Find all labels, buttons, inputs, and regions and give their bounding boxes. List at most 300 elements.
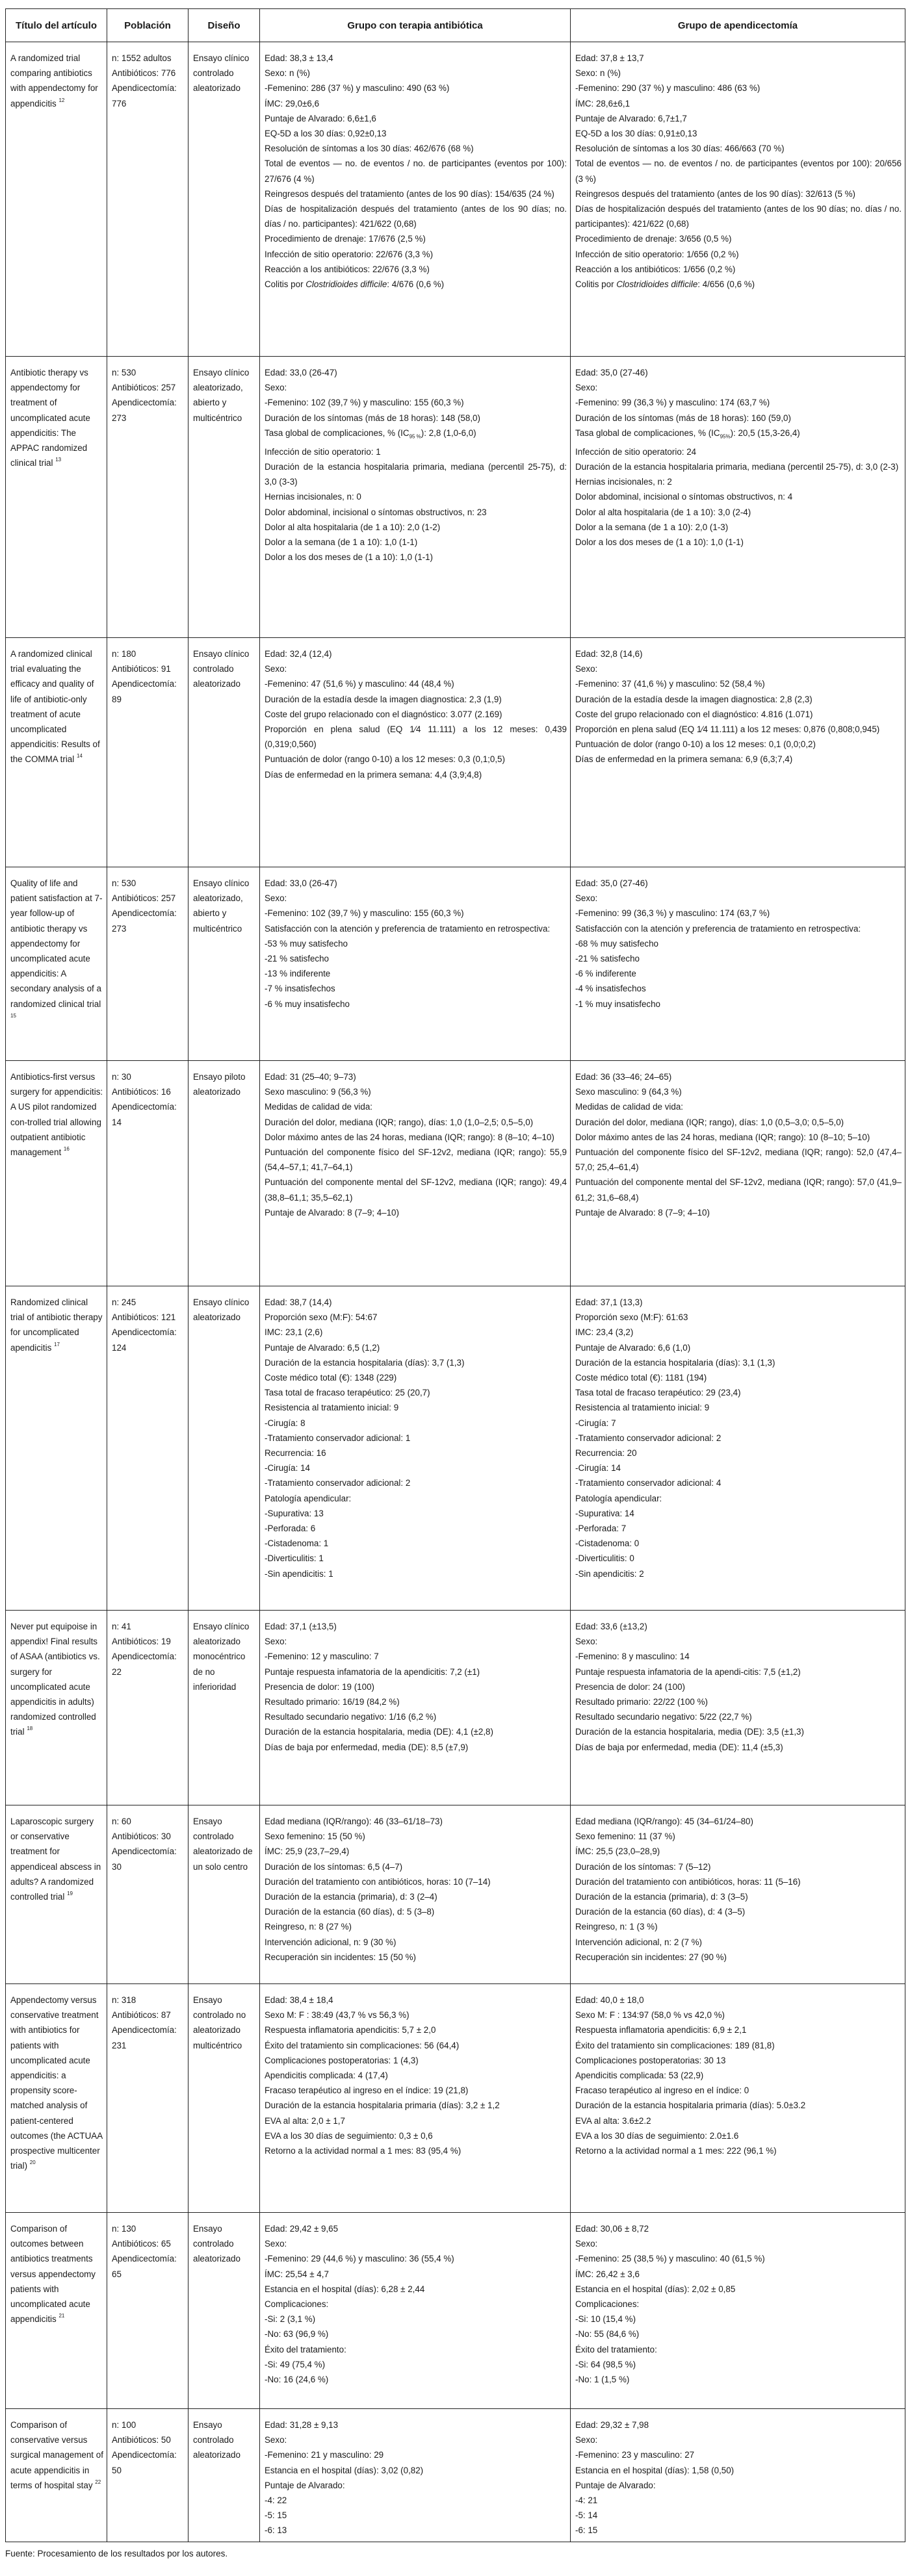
population-cell [107, 1061, 188, 1286]
header-appendectomy-group: Grupo de apendicectomía [571, 9, 905, 42]
appendectomy-result-line: Edad: 37,8 ± 13,7 [575, 53, 644, 63]
article-title: Randomized clinical trial of antibiotic therapy for uncomplicated apendicitis [10, 1297, 103, 1353]
antibiotic-result-line: Edad: 33,0 (26-47) [265, 878, 337, 888]
appendectomy-result-line: Duración de la estancia hospitalaria (días): 3,1 (1,3) [575, 1357, 775, 1368]
appendectomy-result-line: Duración de la estancia (primaria), d: 3 (3–5) [575, 1892, 748, 1902]
article-title: Antibiotics-first versus surgery for appendicitis: A US pilot randomized con-trolled trial allowing outpatient antibiotic management [10, 1072, 103, 1158]
population-line: Antibióticos: 16 [112, 1087, 171, 1097]
appendectomy-result-line: -Cistadenoma: 0 [575, 1538, 640, 1549]
appendectomy-result-line: Sexo: [575, 2239, 598, 2249]
article-title: Appendectomy versus conservative treatment with antibiotics for patients with uncomplicated acute appendicitis: a propensity score-matched analysis of patient-centered outcomes (the ACTUAA prospective multicenter trial) [10, 1995, 103, 2171]
appendectomy-result-line: Edad: 32,8 (14,6) [575, 649, 643, 659]
appendectomy-result-line: Tasa total de fracaso terapéutico: 29 (23,4) [575, 1388, 741, 1398]
antibiotic-result-line: Intervención adicional, n: 9 (30 %) [265, 1937, 396, 1947]
appendectomy-result-line: EVA al alta: 3.6±2.2 [575, 2115, 651, 2126]
antibiotic-result-line: Edad: 32,4 (12,4) [265, 649, 332, 659]
population-line: Apendicectomía: 22 [112, 1651, 177, 1677]
appendectomy-result-line: Puntaje de Alvarado: [575, 2480, 656, 2490]
appendectomy-result-line: Dolor abdominal, incisional o síntomas obstructivos, n: 4 [575, 492, 793, 502]
population-line: Antibióticos: 87 [112, 2010, 171, 2021]
appendectomy-result-line: -Perforada: 7 [575, 1524, 627, 1534]
antibiotic-result-line: Edad: 38,4 ± 18,4 [265, 1995, 333, 2005]
appendectomy-result-line: Sexo: [575, 383, 598, 393]
article-title-cell [6, 1805, 107, 1984]
antibiotic-result-line: -Tratamiento conservador adicional: 2 [265, 1478, 411, 1488]
population-cell [107, 638, 188, 867]
antibiotic-result-line: Reingreso, n: 8 (27 %) [265, 1922, 352, 1932]
antibiotic-result-line: Resultado primario: 16/19 (84,2 %) [265, 1697, 400, 1707]
population-line: Apendicectomía: 231 [112, 2025, 177, 2050]
antibiotic-result-line: -Femenino: 47 (51,6 %) y masculino: 44 (48,4 %) [265, 679, 454, 689]
antibiotic-result-line: Días de baja por enfermedad, media (DE): 8,5 (±7,9) [265, 1742, 469, 1752]
antibiotic-result-line: Duración del dolor, mediana (IQR; rango), días: 1,0 (1,0–2,5; 0,5–5,0) [265, 1117, 534, 1127]
population-line: Antibióticos: 50 [112, 2435, 171, 2445]
antibiotic-result-line: Puntuación del componente mental del SF-12v2, mediana (IQR; rango): 49,4 (38,8–61,1; 35,5–62,1) [265, 1177, 567, 1203]
appendectomy-result-line: Dolor a la semana (de 1 a 10): 2,0 (1-3) [575, 522, 729, 532]
reference-number: 20 [29, 2160, 36, 2166]
appendectomy-result-line: Edad: 40,0 ± 18,0 [575, 1995, 644, 2005]
antibiotic-result-line: -Cistadenoma: 1 [265, 1538, 329, 1549]
antibiotic-result-line: Complicaciones: [265, 2299, 329, 2310]
reference-number: 21 [58, 2313, 65, 2319]
population-line: n: 245 [112, 1297, 136, 1307]
appendectomy-result-line: -No: 55 (84,6 %) [575, 2329, 640, 2340]
population-line: Antibióticos: 776 [112, 68, 176, 79]
antibiotic-result-line: Reacción a los antibióticos: 22/676 (3,3 %) [265, 264, 430, 274]
antibiotic-group-cell [260, 2409, 571, 2542]
antibiotic-result-line: Duración de la estancia hospitalaria (días): 3,7 (1,3) [265, 1357, 465, 1368]
appendectomy-result-line: Puntuación de dolor (rango 0-10) a los 12 meses: 0,1 (0,0;0,2) [575, 739, 816, 750]
antibiotic-result-line: Infección de sitio operatorio: 22/676 (3,3 %) [265, 249, 434, 259]
design-text: Ensayo controlado aleatorizado [193, 2224, 240, 2264]
appendectomy-result-line: Retorno a la actividad normal a 1 mes: 222 (96,1 %) [575, 2146, 777, 2156]
appendectomy-result-line: Duración de la estancia hospitalaria, media (DE): 3,5 (±1,3) [575, 1727, 804, 1737]
appendectomy-group-cell [571, 42, 905, 357]
population-cell [107, 2213, 188, 2409]
table-row [6, 2213, 905, 2409]
design-cell [188, 2409, 260, 2542]
antibiotic-result-line: Edad mediana (IQR/rango): 46 (33–61/18–73) [265, 1817, 443, 1826]
antibiotic-group-cell [260, 2213, 571, 2409]
appendectomy-result-line: ÍMC: 26,42 ± 3,6 [575, 2269, 640, 2279]
appendectomy-result-line: Puntaje de Alvarado: 8 (7–9; 4–10) [575, 1207, 710, 1218]
antibiotic-result-line: Sexo M: F : 38:49 (43,7 % vs 56,3 %) [265, 2010, 410, 2021]
antibiotic-result-line: ÍMC: 25,9 (23,7–29,4) [265, 1846, 350, 1857]
appendectomy-result-line: Resolución de síntomas a los 30 días: 466/663 (70 %) [575, 144, 785, 154]
population-line: Apendicectomía: 273 [112, 398, 177, 423]
antibiotic-result-line: Infección de sitio operatorio: 1 [265, 446, 381, 457]
appendectomy-result-line: Días de hospitalización después del tratamiento (antes de los 90 días; no. días / no. participantes): 421/622 (0,68) [575, 204, 902, 229]
antibiotic-result-line: Proporción en plena salud (EQ 1⁄4 11.111) a los 12 meses: 0,439 (0,319;0,560) [265, 724, 567, 750]
appendectomy-result-line: Reacción a los antibióticos: 1/656 (0,2 %) [575, 264, 736, 274]
antibiotic-result-line: -53 % muy satisfecho [265, 938, 348, 949]
antibiotic-result-line: Éxito del tratamiento sin complicaciones: 56 (64,4) [265, 2040, 460, 2050]
appendectomy-result-line: Días de enfermedad en la primera semana: 6,9 (6,3;7,4) [575, 754, 793, 765]
appendectomy-result-line: Edad: 35,0 (27-46) [575, 878, 648, 888]
antibiotic-result-line: Sexo: [265, 664, 287, 674]
antibiotic-result-line: Apendicitis complicada: 4 (17,4) [265, 2071, 388, 2081]
population-line: Apendicectomía: 30 [112, 1846, 177, 1872]
antibiotic-group-cell [260, 1061, 571, 1286]
population-line: Apendicectomía: 776 [112, 83, 177, 108]
antibiotic-result-line: Complicaciones postoperatorias: 1 (4,3) [265, 2055, 419, 2065]
appendectomy-result-line: Sexo: [575, 2435, 598, 2445]
antibiotic-result-line: -Si: 2 (3,1 %) [265, 2314, 316, 2325]
antibiotic-result-line: Retorno a la actividad normal a 1 mes: 83 (95,4 %) [265, 2146, 462, 2156]
appendectomy-result-line: Edad: 33,6 (±13,2) [575, 1622, 647, 1631]
design-text: Ensayo clínico aleatorizado [193, 1297, 250, 1323]
appendectomy-result-line: Colitis por Clostridioides difficile: 4/656 (0,6 %) [575, 279, 755, 290]
appendectomy-result-line: Proporción en plena salud (EQ 1⁄4 11.111) a los 12 meses: 0,876 (0,808;0,945) [575, 724, 880, 735]
appendectomy-result-line: Satisfacción con la atención y preferencia de tratamiento en retrospectiva: [575, 923, 861, 934]
antibiotic-result-line: Duración de los síntomas: 6,5 (4–7) [265, 1861, 403, 1872]
design-text: Ensayo controlado aleatorizado [193, 2420, 240, 2460]
design-cell [188, 1984, 260, 2213]
antibiotic-result-line: Sexo: [265, 2435, 287, 2445]
antibiotic-result-line: Medidas de calidad de vida: [265, 1102, 373, 1112]
appendectomy-result-line: Coste médico total (€): 1181 (194) [575, 1373, 707, 1383]
population-line: Antibióticos: 19 [112, 1637, 171, 1647]
design-cell [188, 1286, 260, 1611]
header-title: Título del artículo [6, 9, 107, 42]
appendectomy-result-line: Hernias incisionales, n: 2 [575, 477, 672, 487]
article-title-cell [6, 867, 107, 1061]
design-text: Ensayo clínico controlado aleatorizado [193, 53, 250, 94]
antibiotic-result-line: ÍMC: 29,0±6,6 [265, 98, 320, 108]
article-title: Antibiotic therapy vs appendectomy for treatment of uncomplicated acute appendicitis: The APPAC randomized clinical trial [10, 368, 90, 468]
antibiotic-group-cell [260, 638, 571, 867]
antibiotic-result-line: -Femenino: 21 y masculino: 29 [265, 2450, 384, 2460]
population-line: Apendicectomía: 273 [112, 908, 177, 934]
appendectomy-result-line: Dolor máximo antes de las 24 horas, mediana (IQR; rango): 10 (8–10; 5–10) [575, 1132, 870, 1142]
appendectomy-result-line: Estancia en el hospital (días): 2,02 ± 0,85 [575, 2284, 736, 2294]
antibiotic-result-line: Edad: 37,1 (±13,5) [265, 1622, 337, 1631]
appendectomy-result-line: ÍMC: 28,6±6,1 [575, 98, 630, 108]
antibiotic-result-line: -Supurativa: 13 [265, 1508, 324, 1518]
antibiotic-result-line: Colitis por Clostridioides difficile: 4/676 (0,6 %) [265, 279, 445, 290]
article-title-cell [6, 2213, 107, 2409]
appendectomy-result-line: Complicaciones postoperatorias: 30 13 [575, 2055, 726, 2065]
appendectomy-result-line: Éxito del tratamiento: [575, 2344, 657, 2354]
reference-number: 16 [63, 1146, 70, 1153]
antibiotic-result-line: -13 % indiferente [265, 969, 331, 979]
reference-number: 12 [58, 97, 65, 103]
appendectomy-result-line: Infección de sitio operatorio: 1/656 (0,2 %) [575, 249, 739, 259]
article-title: Comparison of outcomes between antibiotics treatments versus appendectomy patients with uncomplicated acute appendicitis [10, 2224, 96, 2325]
appendectomy-result-line: Puntuación del componente mental del SF-12v2, mediana (IQR; rango): 57,0 (41,9–61,2; 31,6–68,4) [575, 1177, 902, 1203]
antibiotic-result-line: Sexo: n (%) [265, 68, 310, 79]
antibiotic-result-line: Edad: 31,28 ± 9,13 [265, 2420, 339, 2430]
population-cell [107, 1805, 188, 1984]
appendectomy-group-cell [571, 1805, 905, 1984]
antibiotic-group-cell [260, 1286, 571, 1611]
antibiotic-result-line: Estancia en el hospital (días): 6,28 ± 2,44 [265, 2284, 425, 2294]
article-title-cell [6, 1061, 107, 1286]
antibiotic-result-line: Estancia en el hospital (días): 3,02 (0,82) [265, 2465, 424, 2475]
appendectomy-result-line: EQ-5D a los 30 días: 0,91±0,13 [575, 129, 697, 139]
antibiotic-result-line: Puntaje de Alvarado: 6,6±1,6 [265, 113, 376, 123]
population-line: Antibióticos: 65 [112, 2239, 171, 2249]
appendectomy-group-cell [571, 357, 905, 638]
appendectomy-result-line: Resistencia al tratamiento inicial: 9 [575, 1403, 710, 1413]
antibiotic-result-line: Puntaje respuesta infamatoria de la apendicitis: 7,2 (±1) [265, 1666, 480, 1677]
table-row [6, 357, 905, 638]
appendectomy-result-line: EVA a los 30 días de seguimiento: 2.0±1.6 [575, 2130, 739, 2141]
table-row [6, 867, 905, 1061]
appendectomy-result-line: -Femenino: 99 (36,3 %) y masculino: 174 (63,7 %) [575, 908, 770, 919]
population-cell [107, 1984, 188, 2213]
table-header-row [6, 9, 905, 42]
article-title-cell [6, 42, 107, 357]
appendectomy-group-cell [571, 2409, 905, 2542]
appendectomy-result-line: Reingresos después del tratamiento (antes de los 90 días): 32/613 (5 %) [575, 188, 855, 199]
design-cell [188, 1611, 260, 1805]
antibiotic-result-line: Presencia de dolor: 19 (100) [265, 1681, 374, 1692]
antibiotic-result-line: Puntaje de Alvarado: [265, 2480, 345, 2490]
appendectomy-result-line: Reingreso, n: 1 (3 %) [575, 1922, 658, 1932]
table-row [6, 1805, 905, 1984]
antibiotic-result-line: Edad: 31 (25–40; 9–73) [265, 1072, 356, 1082]
reference-number: 19 [67, 1891, 73, 1897]
antibiotic-result-line: Dolor máximo antes de las 24 horas, mediana (IQR; rango): 8 (8–10; 4–10) [265, 1132, 554, 1142]
appendectomy-result-line: Sexo masculino: 9 (64,3 %) [575, 1087, 682, 1097]
antibiotic-result-line: -21 % satisfecho [265, 954, 329, 964]
antibiotic-result-line: -Si: 49 (75,4 %) [265, 2359, 326, 2369]
antibiotic-result-line: Recurrencia: 16 [265, 1448, 326, 1459]
design-cell [188, 638, 260, 867]
appendectomy-result-line: IMC: 23,4 (3,2) [575, 1327, 634, 1338]
reference-number: 14 [76, 753, 83, 759]
antibiotic-result-line: Éxito del tratamiento: [265, 2344, 346, 2354]
design-text: Ensayo controlado aleatorizado de un solo centro [193, 1817, 253, 1872]
appendectomy-result-line: Duración de la estancia hospitalaria primaria (días): 5.0±3.2 [575, 2100, 806, 2111]
antibiotic-result-line: EVA al alta: 2,0 ± 1,7 [265, 2115, 345, 2126]
article-title-cell [6, 2409, 107, 2542]
antibiotic-result-line: -Tratamiento conservador adicional: 1 [265, 1433, 411, 1443]
population-line: Apendicectomía: 50 [112, 2450, 177, 2475]
antibiotic-result-line: Tasa global de complicaciones, % $(IC_{95 \%})$: 2,8 (1,0-6,0) [265, 427, 476, 440]
antibiotic-group-cell [260, 357, 571, 638]
article-title-cell [6, 638, 107, 867]
appendectomy-group-cell [571, 1286, 905, 1611]
appendectomy-result-line: Coste del grupo relacionado con el diagnóstico: 4.816 (1.071) [575, 709, 813, 719]
appendectomy-result-line: Edad: 37,1 (13,3) [575, 1297, 643, 1307]
appendectomy-result-line: -68 % muy satisfecho [575, 938, 659, 949]
population-line: Antibióticos: 257 [112, 383, 176, 393]
antibiotic-result-line: Coste del grupo relacionado con el diagnóstico: 3.077 (2.169) [265, 709, 502, 719]
antibiotic-result-line: Puntaje de Alvarado: 8 (7–9; 4–10) [265, 1207, 399, 1218]
article-title-cell [6, 1286, 107, 1611]
population-cell [107, 1611, 188, 1805]
appendectomy-result-line: ÍMC: 25,5 (23,0–28,9) [575, 1846, 660, 1857]
article-title: A randomized trial comparing antibiotics with appendectomy for appendicitis [10, 53, 98, 108]
table-row [6, 1984, 905, 2213]
antibiotic-result-line: -No: 16 (24,6 %) [265, 2375, 329, 2385]
antibiotic-result-line: Puntaje de Alvarado: 6,5 (1,2) [265, 1342, 380, 1353]
appendectomy-result-line: Duración de la estadía desde la imagen diagnostica: 2,8 (2,3) [575, 694, 812, 704]
antibiotic-result-line: Coste médico total (€): 1348 (229) [265, 1373, 397, 1383]
population-cell [107, 1286, 188, 1611]
appendectomy-result-line: Intervención adicional, n: 2 (7 %) [575, 1937, 703, 1947]
appendectomy-result-line: -Femenino: 290 (37 %) y masculino: 486 (63 %) [575, 83, 760, 94]
design-text: Ensayo clínico aleatorizado, abierto y multicéntrico [193, 368, 250, 423]
appendectomy-result-line: Puntaje respuesta infamatoria de la apendi-citis: 7,5 (±1,2) [575, 1666, 801, 1677]
appendectomy-result-line: Éxito del tratamiento sin complicaciones: 189 (81,8) [575, 2040, 775, 2050]
appendectomy-result-line: -Femenino: 99 (36,3 %) y masculino: 174 (63,7 %) [575, 398, 770, 408]
table-row [6, 1611, 905, 1805]
appendectomy-result-line: Respuesta inflamatoria apendicitis: 6,9 ± 2,1 [575, 2025, 747, 2035]
table-row [6, 638, 905, 867]
appendectomy-result-line: Resultado secundario negativo: 5/22 (22,7 %) [575, 1712, 752, 1722]
antibiotic-result-line: IMC: 23,1 (2,6) [265, 1327, 323, 1338]
antibiotic-result-line: ÍMC: 25,54 ± 4,7 [265, 2269, 329, 2279]
appendectomy-result-line: Presencia de dolor: 24 (100) [575, 1681, 685, 1692]
antibiotic-result-line: Dolor abdominal, incisional o síntomas obstructivos, n: 23 [265, 507, 487, 517]
article-title: Comparison of conservative versus surgical management of acute appendicitis in terms of hospital stay [10, 2420, 103, 2490]
antibiotic-result-line: Fracaso terapéutico al ingreso en el índice: 19 (21,8) [265, 2085, 469, 2096]
header-antibiotic-group: Grupo con terapia antibiótica [260, 9, 571, 42]
article-title: Never put equipoise in appendix! Final results of ASAA (antibiotics vs. surgery for uncomplicated acute appendicitis in adults) randomized controlled trial [10, 1622, 100, 1737]
table-row [6, 1286, 905, 1611]
antibiotic-result-line: Total de eventos — no. de eventos / no. de participantes (eventos por 100): 27/676 (4 %) [265, 159, 567, 184]
appendectomy-result-line: -Femenino: 37 (41,6 %) y masculino: 52 (58,4 %) [575, 679, 765, 689]
population-line: n: 530 [112, 878, 136, 888]
appendectomy-result-line: Proporción sexo (M:F): 61:63 [575, 1312, 688, 1323]
appendectomy-result-line: Duración de los síntomas: 7 (5–12) [575, 1861, 711, 1872]
population-line: n: 30 [112, 1072, 131, 1082]
appendectomy-result-line: -Si: 64 (98,5 %) [575, 2359, 636, 2369]
antibiotic-result-line: Resultado secundario negativo: 1/16 (6,2 %) [265, 1712, 437, 1722]
antibiotic-result-line: Duración del tratamiento con antibióticos, horas: 10 (7–14) [265, 1876, 491, 1887]
design-cell [188, 1061, 260, 1286]
appendectomy-result-line: -Diverticulitis: 0 [575, 1553, 634, 1564]
population-line: Antibióticos: 121 [112, 1312, 176, 1323]
appendectomy-result-line: Sexo M: F : 134:97 (58,0 % vs 42,0 %) [575, 2010, 725, 2021]
antibiotic-result-line: -6 % muy insatisfecho [265, 999, 350, 1009]
antibiotic-group-cell [260, 867, 571, 1061]
population-line: Antibióticos: 91 [112, 664, 171, 674]
appendectomy-result-line: Sexo femenino: 11 (37 %) [575, 1831, 675, 1842]
antibiotic-result-line: Tasa total de fracaso terapéutico: 25 (20,7) [265, 1388, 430, 1398]
appendectomy-result-line: -6: 15 [575, 2525, 598, 2536]
article-title-cell [6, 357, 107, 638]
appendectomy-result-line: Duración del tratamiento con antibióticos, horas: 11 (5–16) [575, 1876, 801, 1887]
appendectomy-result-line: Duración de la estancia (60 días), d: 4 (3–5) [575, 1907, 746, 1917]
appendectomy-result-line: -Supurativa: 14 [575, 1508, 634, 1518]
antibiotic-result-line: EVA a los 30 días de seguimiento: 0,3 ± 0,6 [265, 2130, 433, 2141]
antibiotic-result-line: Edad: 38,3 ± 13,4 [265, 53, 333, 63]
antibiotic-result-line: Recuperación sin incidentes: 15 (50 %) [265, 1952, 416, 1962]
design-text: Ensayo clínico aleatorizado, abierto y multicéntrico [193, 878, 250, 934]
antibiotic-result-line: Edad: 38,7 (14,4) [265, 1297, 332, 1307]
antibiotic-result-line: Duración de la estancia (60 días), d: 5 (3–8) [265, 1907, 435, 1917]
population-line: Antibióticos: 30 [112, 1831, 171, 1842]
antibiotic-result-line: Dolor a los dos meses de (1 a 10): 1,0 (1-1) [265, 552, 434, 563]
appendectomy-result-line: Recurrencia: 20 [575, 1448, 637, 1459]
antibiotic-result-line: -5: 15 [265, 2510, 287, 2521]
antibiotic-result-line: Dolor al alta hospitalaria (de 1 a 10): 2,0 (1-2) [265, 522, 441, 532]
population-line: Antibióticos: 257 [112, 893, 176, 904]
appendectomy-result-line: -21 % satisfecho [575, 954, 640, 964]
antibiotic-result-line: Sexo masculino: 9 (56,3 %) [265, 1087, 371, 1097]
antibiotic-result-line: Días de hospitalización después del tratamiento (antes de los 90 días; no. días / no. participantes): 421/622 (0,68) [265, 204, 567, 229]
population-line: Apendicectomía: 124 [112, 1327, 177, 1353]
appendectomy-result-line: -Sin apendicitis: 2 [575, 1568, 644, 1579]
appendectomy-result-line: Procedimiento de drenaje: 3/656 (0,5 %) [575, 234, 732, 244]
antibiotic-result-line: Duración de la estancia hospitalaria primaria (días): 3,2 ± 1,2 [265, 2100, 500, 2111]
appendectomy-group-cell [571, 638, 905, 867]
appendectomy-result-line: Duración del dolor, mediana (IQR; rango), días: 1,0 (0,5–3,0; 0,5–5,0) [575, 1117, 844, 1127]
table-source-footer: Fuente: Procesamiento de los resultados por los autores. [5, 2549, 228, 2558]
appendectomy-result-line: Apendicitis complicada: 53 (22,9) [575, 2071, 704, 2081]
appendectomy-result-line: Días de baja por enfermedad, media (DE): 11,4 (±5,3) [575, 1742, 783, 1752]
appendectomy-result-line: -Femenino: 25 (38,5 %) y masculino: 40 (61,5 %) [575, 2254, 765, 2264]
table-row [6, 1061, 905, 1286]
appendectomy-result-line: -Tratamiento conservador adicional: 4 [575, 1478, 722, 1488]
table-body [6, 42, 905, 2542]
antibiotic-result-line: Patología apendicular: [265, 1493, 352, 1503]
antibiotic-result-line: -6: 13 [265, 2525, 287, 2536]
population-line: Apendicectomía: 65 [112, 2254, 177, 2279]
appendectomy-group-cell [571, 1984, 905, 2213]
appendectomy-result-line: -Femenino: 23 y masculino: 27 [575, 2450, 695, 2460]
population-line: Apendicectomía: 89 [112, 679, 177, 704]
population-cell [107, 357, 188, 638]
design-cell [188, 42, 260, 357]
antibiotic-result-line: -Diverticulitis: 1 [265, 1553, 324, 1564]
appendectomy-group-cell [571, 1611, 905, 1805]
article-title: Laparoscopic surgery or conservative treatment for appendiceal abscess in adults? A randomized controlled trial [10, 1817, 101, 1902]
antibiotic-result-line: -No: 63 (96,9 %) [265, 2329, 329, 2340]
appendectomy-result-line: Dolor a los dos meses de (1 a 10): 1,0 (1-1) [575, 537, 744, 547]
appendectomy-result-line: Edad mediana (IQR/rango): 45 (34–61/24–80) [575, 1817, 753, 1826]
design-text: Ensayo clínico controlado aleatorizado [193, 649, 250, 689]
population-cell [107, 867, 188, 1061]
antibiotic-group-cell [260, 42, 571, 357]
appendectomy-result-line: Edad: 29,32 ± 7,98 [575, 2420, 649, 2430]
antibiotic-result-line: Puntuación de dolor (rango 0-10) a los 12 meses: 0,3 (0,1;0,5) [265, 754, 505, 765]
antibiotic-result-line: Duración de la estancia (primaria), d: 3 (2–4) [265, 1892, 437, 1902]
article-title: A randomized clinical trial evaluating the efficacy and quality of life of antibiotic-only treatment of acute uncomplicated appendicitis: Results of the COMMA trial [10, 649, 100, 765]
antibiotic-result-line: Proporción sexo (M:F): 54:67 [265, 1312, 378, 1323]
appendectomy-result-line: -Cirugía: 7 [575, 1418, 616, 1428]
antibiotic-result-line: Duración de la estadía desde la imagen diagnostica: 2,3 (1,9) [265, 694, 502, 704]
antibiotic-result-line: Resolución de síntomas a los 30 días: 462/676 (68 %) [265, 144, 474, 154]
antibiotic-result-line: -Femenino: 12 y masculino: 7 [265, 1651, 379, 1662]
reference-number: 15 [10, 1012, 16, 1019]
design-cell [188, 1805, 260, 1984]
antibiotic-result-line: Sexo: [265, 383, 287, 393]
antibiotic-result-line: Duración de la estancia hospitalaria, media (DE): 4,1 (±2,8) [265, 1727, 493, 1737]
appendectomy-result-line: Edad: 30,06 ± 8,72 [575, 2224, 649, 2234]
antibiotic-result-line: Sexo: [265, 1637, 287, 1647]
appendectomy-result-line: Patología apendicular: [575, 1493, 662, 1503]
population-line: n: 530 [112, 368, 136, 377]
antibiotic-result-line: Días de enfermedad en la primera semana: 4,4 (3,9;4,8) [265, 769, 482, 780]
appendectomy-result-line: Sexo: [575, 1637, 598, 1647]
design-cell [188, 2213, 260, 2409]
appendectomy-result-line: Recuperación sin incidentes: 27 (90 %) [575, 1952, 727, 1962]
antibiotic-result-line: Edad: 29,42 ± 9,65 [265, 2224, 339, 2234]
article-title-cell [6, 1611, 107, 1805]
appendectomy-result-line: -No: 1 (1,5 %) [575, 2375, 630, 2385]
appendectomy-result-line: Complicaciones: [575, 2299, 640, 2310]
population-cell [107, 2409, 188, 2542]
appendectomy-result-line: Fracaso terapéutico al ingreso en el índice: 0 [575, 2085, 749, 2096]
reference-number: 18 [27, 1726, 33, 1732]
antibiotic-result-line: EQ-5D a los 30 días: 0,92±0,13 [265, 129, 387, 139]
antibiotic-result-line: Edad: 33,0 (26-47) [265, 368, 337, 377]
